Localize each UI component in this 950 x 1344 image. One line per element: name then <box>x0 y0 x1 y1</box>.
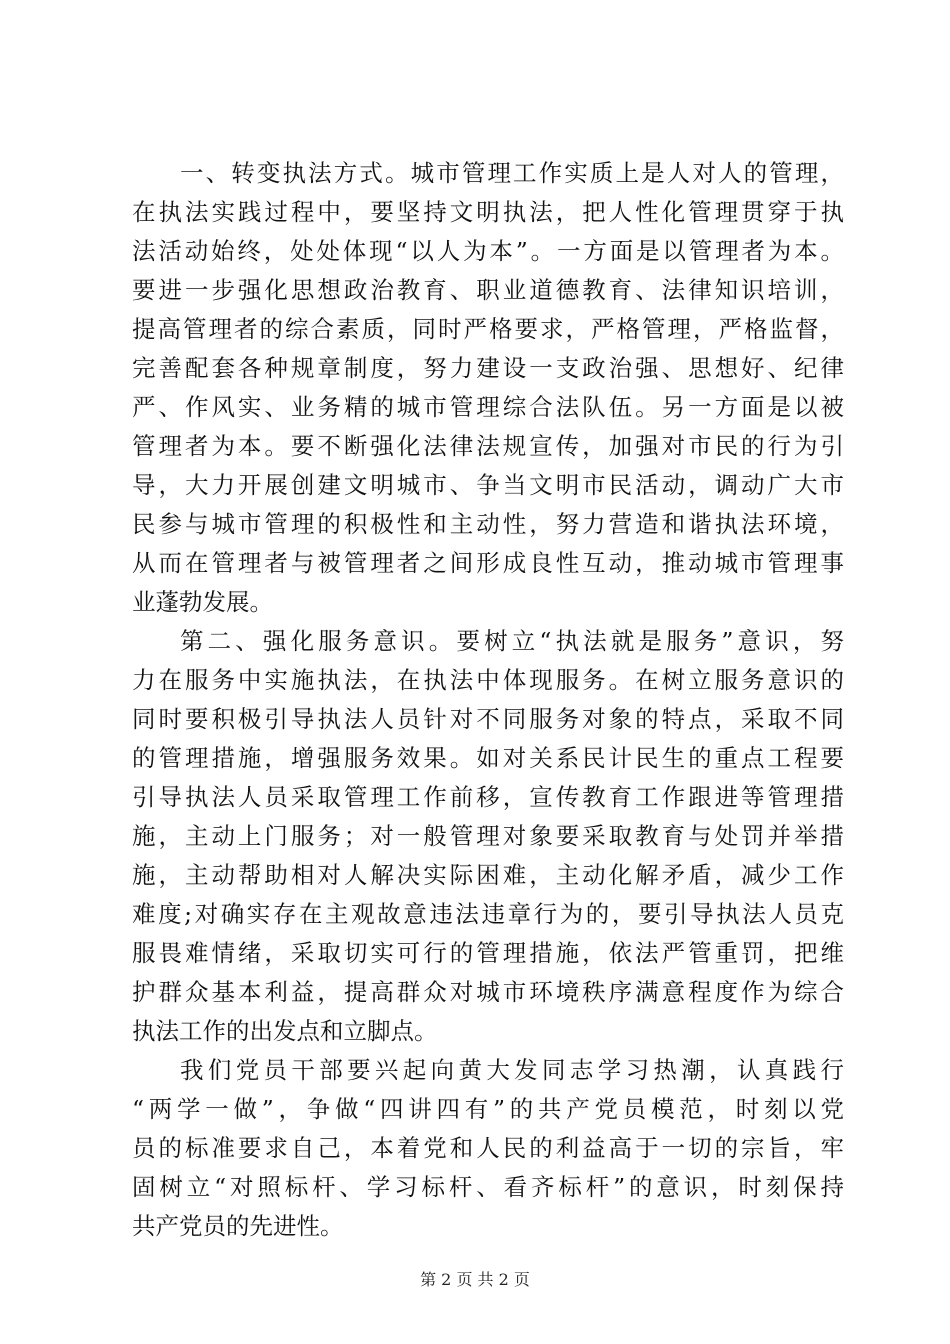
text-line: 严、作风实、业务精的城市管理综合法队伍。另一方面是以被 <box>132 393 844 421</box>
paragraph-service-awareness <box>132 622 844 1051</box>
text-line: 导，大力开展创建文明城市、争当文明市民活动，调动广大市 <box>132 471 844 499</box>
text-line: 一、转变执法方式。城市管理工作实质上是人对人的管理， <box>180 159 844 187</box>
text-line: 第二、强化服务意识。要树立“执法就是服务”意识，努 <box>180 627 844 655</box>
text-line: 固树立“对照标杆、学习标杆、看齐标杆”的意识，时刻保持 <box>132 1173 844 1201</box>
text-line: 服畏难情绪，采取切实可行的管理措施，依法严管重罚，把维 <box>132 939 844 967</box>
text-line: 执法工作的出发点和立脚点。 <box>132 1017 438 1045</box>
page-number-footer: 第 2 页 共 2 页 <box>420 1270 530 1289</box>
text-line: 难度;对确实存在主观故意违法违章行为的，要引导执法人员克 <box>132 900 844 928</box>
text-line: 员的标准要求自己，本着党和人民的利益高于一切的宗旨，牢 <box>132 1134 844 1162</box>
text-line: 的管理措施，增强服务效果。如对关系民计民生的重点工程要 <box>132 744 844 772</box>
text-line: 提高管理者的综合素质，同时严格要求，严格管理，严格监督， <box>132 315 844 343</box>
paragraph-party-members <box>132 1051 844 1246</box>
text-line: 民参与城市管理的积极性和主动性，努力营造和谐执法环境， <box>132 510 844 538</box>
text-line: 同时要积极引导执法人员针对不同服务对象的特点，采取不同 <box>132 705 844 733</box>
text-line: 施，主动帮助相对人解决实际困难，主动化解矛盾，减少工作 <box>132 861 844 889</box>
text-line: 共产党员的先进性。 <box>132 1212 344 1240</box>
text-line: 我们党员干部要兴起向黄大发同志学习热潮，认真践行 <box>180 1056 844 1084</box>
text-line: 引导执法人员采取管理工作前移，宣传教育工作跟进等管理措 <box>132 783 844 811</box>
text-line: 法活动始终，处处体现“以人为本”。一方面是以管理者为本。 <box>132 237 844 265</box>
text-line: 护群众基本利益，提高群众对城市环境秩序满意程度作为综合 <box>132 978 844 1006</box>
text-line: 在执法实践过程中，要坚持文明执法，把人性化管理贯穿于执 <box>132 198 844 226</box>
text-line: 从而在管理者与被管理者之间形成良性互动，推动城市管理事 <box>132 549 844 577</box>
text-line: 力在服务中实施执法，在执法中体现服务。在树立服务意识的 <box>132 666 844 694</box>
text-line: “两学一做”，争做“四讲四有”的共产党员模范，时刻以党 <box>132 1095 844 1123</box>
text-line: 管理者为本。要不断强化法律法规宣传，加强对市民的行为引 <box>132 432 844 460</box>
text-line: 业蓬勃发展。 <box>132 588 273 616</box>
text-line: 施，主动上门服务；对一般管理对象要采取教育与处罚并举措 <box>132 822 844 850</box>
document-body <box>132 154 844 1246</box>
paragraph-enforcement-method <box>132 154 844 622</box>
text-line: 完善配套各种规章制度，努力建设一支政治强、思想好、纪律 <box>132 354 844 382</box>
text-line: 要进一步强化思想政治教育、职业道德教育、法律知识培训， <box>132 276 844 304</box>
